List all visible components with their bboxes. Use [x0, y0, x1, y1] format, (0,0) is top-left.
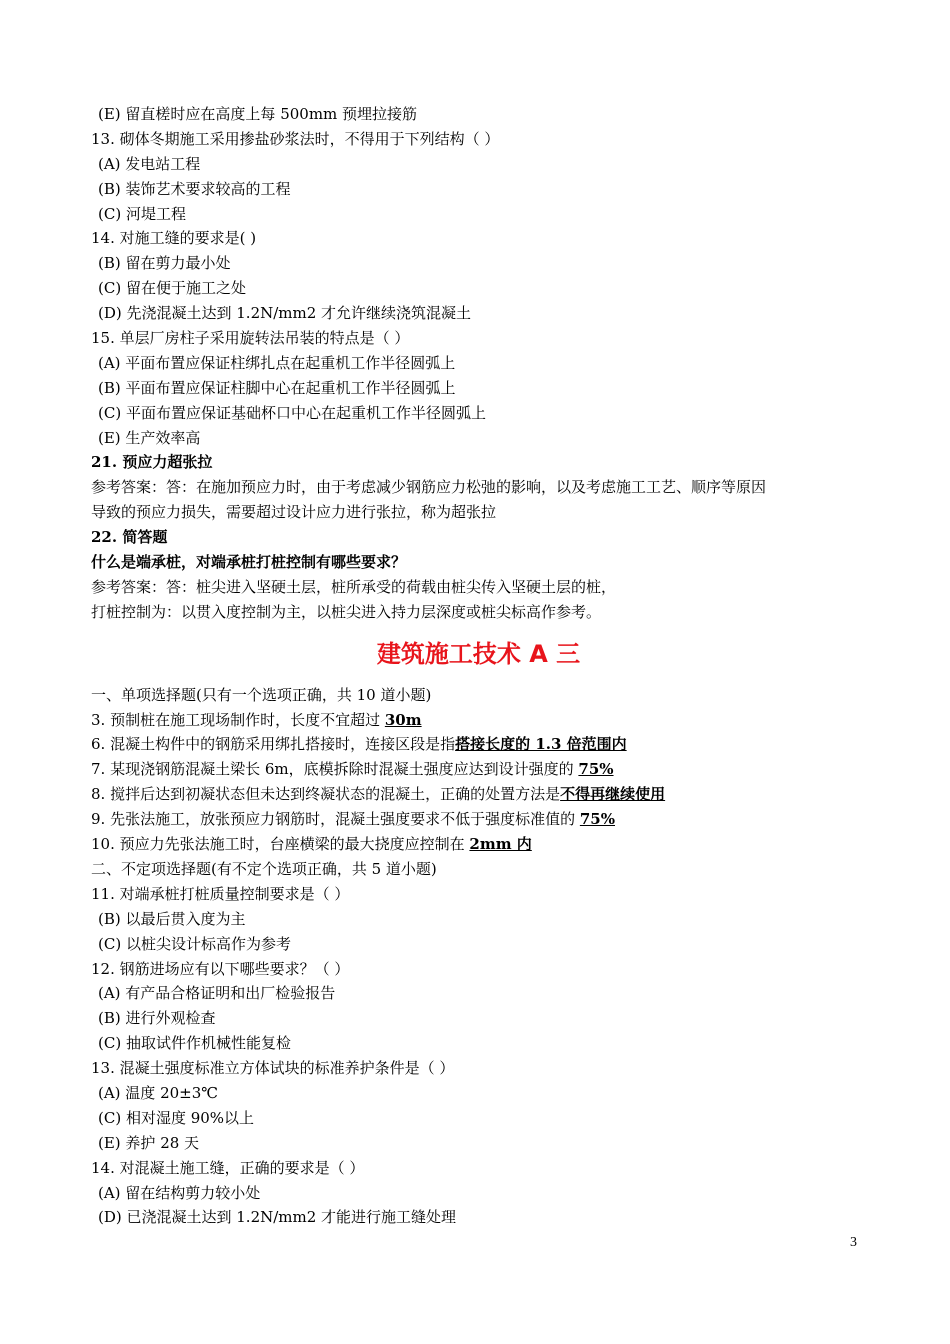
- question-answer: 不得再继续使用: [560, 785, 666, 804]
- option-line: (A) 留在结构剪力较小处: [98, 1183, 261, 1202]
- option-line: (D) 先浇混凝土达到 1.2N/mm2 才允许继续浇筑混凝土: [98, 304, 472, 323]
- question-line: [91, 782, 866, 807]
- section-title: 建筑施工技术 A 三: [376, 639, 581, 668]
- option-line: (B) 平面布置应保证柱脚中心在起重机工作半径圆弧上: [98, 378, 456, 397]
- option-line: (C) 相对湿度 90%以上: [98, 1108, 255, 1127]
- option-line: (C) 平面布置应保证基础杯口中心在起重机工作半径圆弧上: [98, 403, 486, 422]
- answer-line: 导致的预应力损失，需要超过设计应力进行张拉，称为超张拉: [91, 503, 497, 522]
- question-line: 14. 对施工缝的要求是( ): [91, 229, 257, 248]
- question-text: 8. 搅拌后达到初凝状态但未达到终凝状态的混凝土，正确的处置方法是: [91, 785, 561, 804]
- option-line: (C) 河堤工程: [98, 204, 186, 223]
- section-heading: 二、不定项选择题(有不定个选项正确，共 5 道小题): [91, 859, 437, 878]
- question-text: 9. 先张法施工，放张预应力钢筋时，混凝土强度要求不低于强度标准值的: [91, 810, 580, 829]
- question-line: 11. 对端承桩打桩质量控制要求是（ ）: [91, 884, 350, 903]
- question-heading: 21. 预应力超张拉: [91, 453, 213, 472]
- option-line: (C) 抽取试件作机械性能复检: [98, 1034, 291, 1053]
- section-heading: 一、单项选择题(只有一个选项正确，共 10 道小题): [91, 685, 432, 704]
- question-text: 7. 某现浇钢筋混凝土梁长 6m，底模拆除时混凝土强度应达到设计强度的: [91, 760, 579, 779]
- question-line: [91, 732, 866, 757]
- option-line: (C) 以桩尖设计标高作为参考: [98, 934, 291, 953]
- answer-line: 参考答案：答：桩尖进入坚硬土层，桩所承受的荷载由桩尖传入坚硬土层的桩，: [91, 577, 617, 596]
- option-line: (B) 进行外观检查: [98, 1009, 216, 1028]
- page-number: 3: [850, 1235, 857, 1250]
- answer-line: 打桩控制为：以贯入度控制为主，以桩尖进入持力层深度或桩尖标高作参考。: [91, 602, 602, 621]
- option-line: (C) 留在便于施工之处: [98, 279, 246, 298]
- question-line: 15. 单层厂房柱子采用旋转法吊装的特点是（ ）: [91, 329, 410, 348]
- question-text: 3. 预制桩在施工现场制作时，长度不宜超过: [91, 710, 385, 729]
- option-line: (E) 生产效率高: [98, 428, 201, 447]
- question-line: [91, 807, 866, 832]
- question-line: 12. 钢筋进场应有以下哪些要求？（ ）: [91, 959, 350, 978]
- question-line: 13. 砌体冬期施工采用掺盐砂浆法时，不得用于下列结构（ ）: [91, 129, 500, 148]
- page-content: [91, 102, 866, 1230]
- option-line: (A) 发电站工程: [98, 154, 201, 173]
- option-line: (E) 养护 28 天: [98, 1133, 200, 1152]
- question-answer: 2mm 内: [469, 835, 532, 854]
- option-line: (E) 留直槎时应在高度上每 500mm 预埋拉接筋: [98, 105, 418, 123]
- question-heading: 什么是端承桩，对端承桩打桩控制有哪些要求？: [91, 553, 407, 572]
- option-line: (B) 以最后贯入度为主: [98, 909, 246, 928]
- question-text: 10. 预应力先张法施工时，台座横梁的最大挠度应控制在: [91, 835, 470, 854]
- option-line: (B) 装饰艺术要求较高的工程: [98, 179, 291, 198]
- question-line: [91, 832, 866, 857]
- option-line: (A) 有产品合格证明和出厂检验报告: [98, 984, 336, 1003]
- question-answer: 搭接长度的 1.3 倍范围内: [455, 735, 627, 754]
- option-line: (A) 平面布置应保证柱绑扎点在起重机工作半径圆弧上: [98, 353, 456, 372]
- question-answer: 75%: [578, 760, 614, 779]
- question-text: 6. 混凝土构件中的钢筋采用绑扎搭接时，连接区段是指: [91, 735, 456, 754]
- option-line: (A) 温度 20±3℃: [98, 1083, 219, 1102]
- option-line: (B) 留在剪力最小处: [98, 254, 231, 273]
- answer-line: 参考答案：答：在施加预应力时，由于考虑减少钢筋应力松弛的影响，以及考虑施工工艺、顺序等原因: [91, 478, 767, 497]
- question-line: [91, 757, 866, 782]
- question-heading: 22. 简答题: [91, 528, 168, 547]
- option-line: (D) 已浇混凝土达到 1.2N/mm2 才能进行施工缝处理: [98, 1208, 457, 1227]
- question-line: 13. 混凝土强度标准立方体试块的标准养护条件是（ ）: [91, 1059, 455, 1078]
- question-line: [91, 708, 866, 733]
- question-answer: 30m: [384, 710, 422, 729]
- question-line: 14. 对混凝土施工缝，正确的要求是（ ）: [91, 1158, 365, 1177]
- question-answer: 75%: [579, 810, 615, 829]
